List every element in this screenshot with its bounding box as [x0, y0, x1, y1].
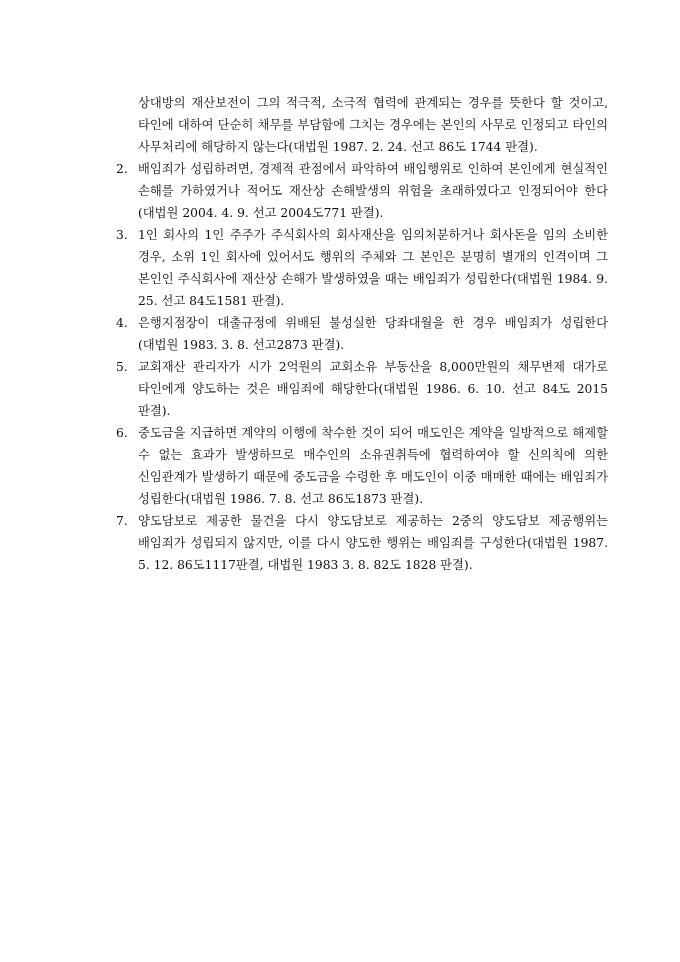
document-body: [116, 92, 608, 576]
item-number: 3.: [116, 228, 128, 242]
list-item-3: [116, 224, 608, 312]
list-item-4: [116, 312, 608, 356]
continued-paragraph: [116, 92, 608, 158]
item-text: 교회재산 관리자가 시가 2억원의 교회소유 부동산을 8,000만원의 채무변제 대가로 타인에게 양도하는 것은 배임죄에 해당한다(대법원 1986. 6. 10. 선고 84도 2015 판결).: [138, 360, 608, 418]
item-text: 양도담보로 제공한 물건을 다시 양도담보로 제공하는 2중의 양도담보 제공행위는 배임죄가 성립되지 않지만, 이를 다시 양도한 행위는 배임죄를 구성한다(대법원 1987. 5. 12. 86도1117판결, 대법원 1983 3. 8. 82도 1828 판결).: [138, 514, 608, 572]
item-text: 배임죄가 성립하려면, 경제적 관점에서 파악하여 배임행위로 인하여 본인에게 현실적인 손해를 가하였거나 적어도 재산상 손해발생의 위험을 초래하였다고 인정되어야 한다(대법원 2004. 4. 9. 선고 2004도771 판결).: [138, 162, 608, 220]
list-item-7: [116, 510, 608, 576]
item-number: 7.: [116, 514, 128, 528]
list-item-6: [116, 422, 608, 510]
list-item-2: [116, 158, 608, 224]
item-number: 6.: [116, 426, 128, 440]
item-text: 1인 회사의 1인 주주가 주식회사의 회사재산을 임의처분하거나 회사돈을 임의 소비한 경우, 소위 1인 회사에 있어서도 행위의 주체와 그 본인은 분명히 별개의 인격이며 그 본인인 주식회사에 재산상 손해가 발생하였을 때는 배임죄가 성립한다(대법원 1984. 9. 25. 선고 84도1581 판결).: [138, 228, 608, 308]
item-number: 2.: [116, 162, 128, 176]
list-item-5: [116, 356, 608, 422]
paragraph-text: 상대방의 재산보전이 그의 적극적, 소극적 협력에 관계되는 경우를 뜻한다 할 것이고, 타인에 대하여 단순히 채무를 부담함에 그치는 경우에는 본인의 사무로 인정되고 타인의 사무처리에 해당하지 않는다(대법원 1987. 2. 24. 선고 86도 1744 판결).: [138, 96, 608, 154]
item-text: 은행지점장이 대출규정에 위배된 불성실한 당좌대월을 한 경우 배임죄가 성립한다(대법원 1983. 3. 8. 선고2873 판결).: [138, 316, 608, 352]
item-number: 5.: [116, 360, 128, 374]
item-number: 4.: [116, 316, 128, 330]
item-text: 중도금을 지급하면 계약의 이행에 착수한 것이 되어 매도인은 계약을 일방적으로 해제할 수 없는 효과가 발생하므로 매수인의 소유권취득에 협력하여야 할 신의칙에 의한 신임관계가 발생하기 때문에 중도금을 수령한 후 매도인이 이중 매매한 때에는 배임죄가 성립한다(대법원 1986. 7. 8. 선고 86도1873 판결).: [138, 426, 608, 506]
